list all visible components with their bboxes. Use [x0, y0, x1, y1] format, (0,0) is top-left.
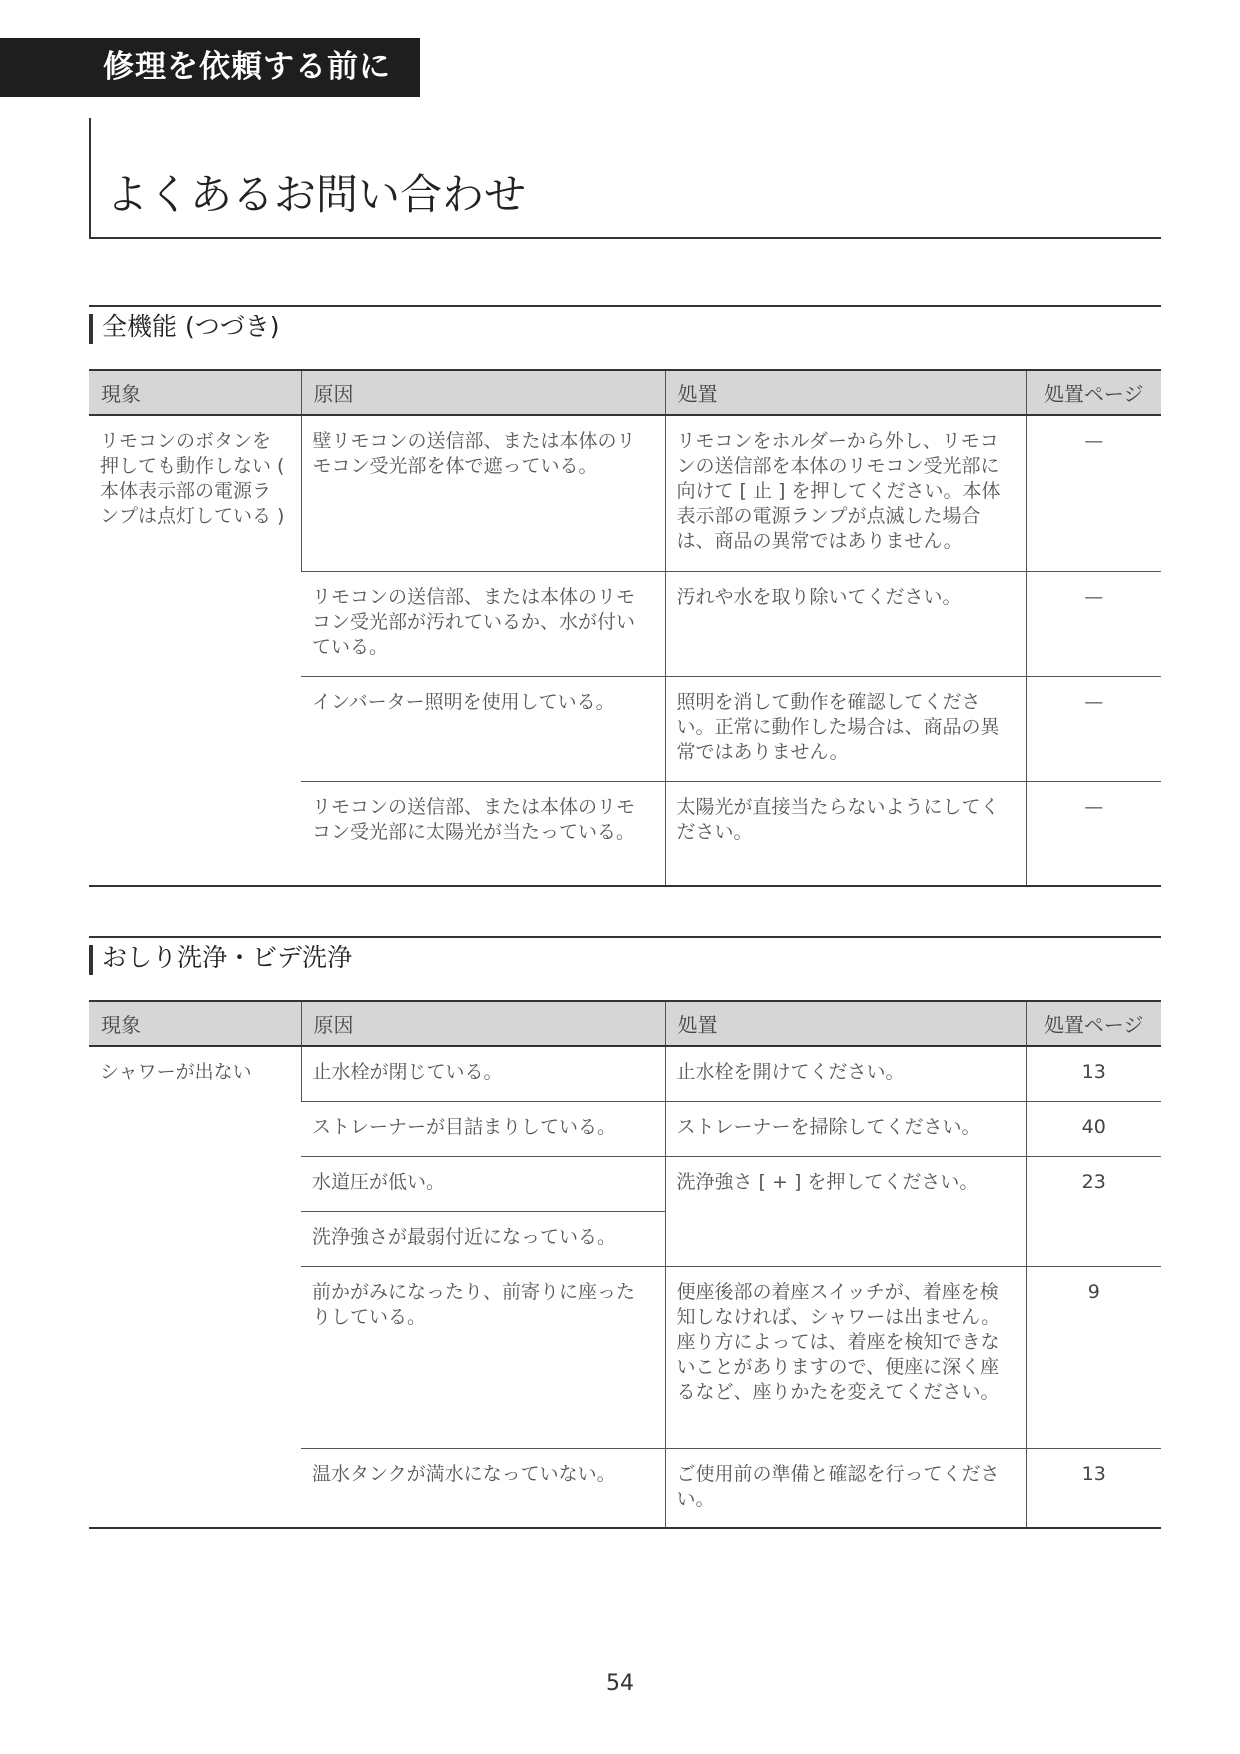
- chapter-tab: 修理を依頼する前に: [0, 38, 420, 97]
- action-cell: 便座後部の着座スイッチが、着座を検知しなければ、シャワーは出ません。座り方によっては、着座を検知できないことがありますので、便座に深く座るなど、座りかたを変えてください。: [665, 1266, 1026, 1448]
- cause-cell: リモコンの送信部、または本体のリモコン受光部に太陽光が当たっている。: [301, 781, 665, 886]
- page-ref-cell: 13: [1026, 1448, 1161, 1528]
- cause-cell: 前かがみになったり、前寄りに座ったりしている。: [301, 1266, 665, 1448]
- cause-cell: 洗浄強さが最弱付近になっている。: [301, 1211, 665, 1266]
- page-ref-cell: 40: [1026, 1101, 1161, 1156]
- cause-cell: 温水タンクが満水になっていない。: [301, 1448, 665, 1528]
- column-header-page: 処置ページ: [1026, 370, 1161, 415]
- column-header-cause: 原因: [301, 1001, 665, 1046]
- cause-cell: 水道圧が低い。: [301, 1156, 665, 1211]
- action-cell: 太陽光が直接当たらないようにしてください。: [665, 781, 1026, 886]
- column-header-symptom: 現象: [89, 1001, 301, 1046]
- heading-bar: [89, 945, 93, 975]
- cause-cell: 壁リモコンの送信部、または本体のリモコン受光部を体で遮っている。: [301, 415, 665, 571]
- column-header-action: 処置: [665, 1001, 1026, 1046]
- section-heading: [89, 936, 1161, 976]
- action-cell: 洗浄強さ [ + ] を押してください。: [665, 1156, 1026, 1266]
- column-header-symptom: 現象: [89, 370, 301, 415]
- action-cell: 止水栓を開けてください。: [665, 1046, 1026, 1101]
- action-cell: リモコンをホルダーから外し、リモコンの送信部を本体のリモコン受光部に向けて [ 止 ] を押してください。本体表示部の電源ランプが点滅した場合は、商品の異常ではありません。: [665, 415, 1026, 571]
- page-ref-cell: 23: [1026, 1156, 1161, 1266]
- column-header-page: 処置ページ: [1026, 1001, 1161, 1046]
- action-cell: ご使用前の準備と確認を行ってください。: [665, 1448, 1026, 1528]
- column-header-action: 処置: [665, 370, 1026, 415]
- table-row: [89, 415, 1161, 571]
- symptom-cell: リモコンのボタンを押しても動作しない ( 本体表示部の電源ランプは点灯している ): [89, 415, 301, 886]
- column-header-cause: 原因: [301, 370, 665, 415]
- section-title: おしり洗浄・ビデ洗浄: [102, 943, 353, 972]
- faq-table: [89, 1000, 1161, 1529]
- section-title: 全機能 (つづき): [102, 312, 280, 341]
- action-cell: ストレーナーを掃除してください。: [665, 1101, 1026, 1156]
- page-ref-cell: —: [1026, 571, 1161, 676]
- faq-table: [89, 369, 1161, 887]
- table-header-row: [89, 370, 1161, 415]
- symptom-cell: シャワーが出ない: [89, 1046, 301, 1528]
- page-ref-cell: —: [1026, 781, 1161, 886]
- action-cell: 汚れや水を取り除いてください。: [665, 571, 1026, 676]
- heading-bar: [89, 314, 93, 344]
- page-number: 54: [606, 1671, 634, 1696]
- cause-cell: リモコンの送信部、または本体のリモコン受光部が汚れているか、水が付いている。: [301, 571, 665, 676]
- section-heading: [89, 305, 1161, 345]
- cause-cell: インバーター照明を使用している。: [301, 676, 665, 781]
- table-header-row: [89, 1001, 1161, 1046]
- page-ref-cell: 9: [1026, 1266, 1161, 1448]
- action-cell: 照明を消して動作を確認してください。正常に動作した場合は、商品の異常ではありません。: [665, 676, 1026, 781]
- page-title: よくあるお問い合わせ: [106, 170, 527, 219]
- table-row: [89, 1046, 1161, 1101]
- cause-cell: 止水栓が閉じている。: [301, 1046, 665, 1101]
- title-block: [89, 118, 1161, 239]
- cause-cell: ストレーナーが目詰まりしている。: [301, 1101, 665, 1156]
- page-ref-cell: —: [1026, 415, 1161, 571]
- page-ref-cell: —: [1026, 676, 1161, 781]
- page-ref-cell: 13: [1026, 1046, 1161, 1101]
